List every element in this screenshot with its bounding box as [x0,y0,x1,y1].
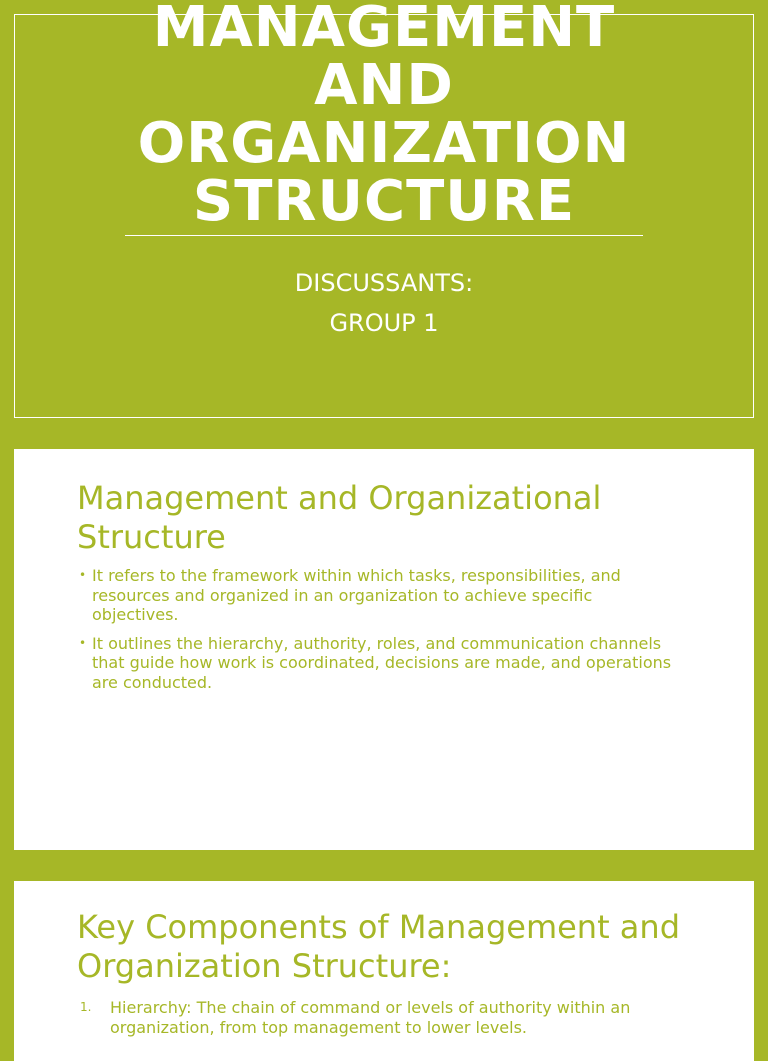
title-line: ORGANIZATION [137,111,631,176]
bullet-text: It refers to the framework within which tasks, responsibilities, and resources and organized in an organization to achieve specific objectives. [92,566,621,624]
title-line: AND [314,53,454,118]
numbered-item [80,998,686,1037]
title-slide [14,0,754,418]
bullet-dot-icon: • [79,635,87,650]
title-line: MANAGEMENT [152,0,616,60]
title-divider [125,235,643,236]
bullet-dot-icon: • [79,568,87,582]
content-slide-components [14,881,754,1061]
subtitle-group: GROUP 1 [329,309,439,337]
slide-heading: Key Components of Management and Organization Structure: [77,908,680,985]
item-text: Hierarchy: The chain of command or levels of authority within an organization, from top management to lower levels. [110,998,631,1037]
bullet-item [79,566,682,625]
numbered-list [80,998,686,1037]
subtitle-discussants: DISCUSSANTS: [294,269,474,297]
content-slide-definition [14,449,754,850]
title-line: STRUCTURE [192,169,576,234]
slide-title [15,0,753,234]
bullet-list [79,566,682,701]
slide-heading: Management and Organizational Structure [77,479,602,556]
bullet-item [79,634,682,693]
item-number: 1. [80,1000,92,1014]
bullet-text: It outlines the hierarchy, authority, roles, and communication channels that guide how work is coordinated, decisions are made, and operations are conducted. [92,633,672,692]
